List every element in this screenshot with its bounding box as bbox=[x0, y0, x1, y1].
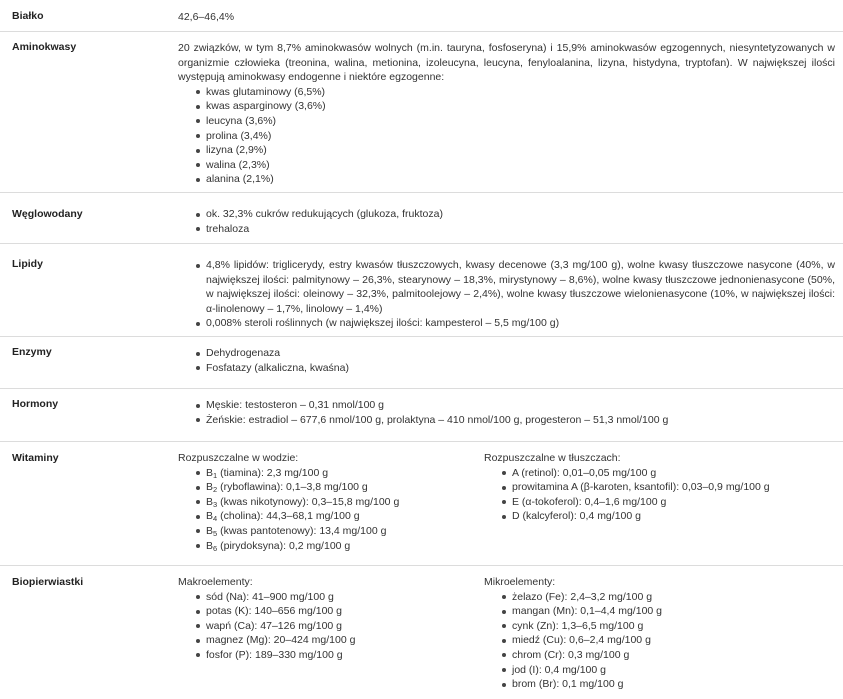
list-item: $B_3$ (kwas nikotynowy): 0,3–15,8 mg/100 g bbox=[206, 495, 484, 510]
list-item: 0,008% steroli roślinnych (w największej ilości: kampesterol – 5,5 mg/100 g) bbox=[206, 316, 835, 331]
list-item: Fosfatazy (alkaliczna, kwaśna) bbox=[206, 361, 835, 376]
list-item: walina (2,3%) bbox=[206, 158, 835, 173]
row-witaminy bbox=[0, 442, 843, 566]
protein-value: 42,6–46,4% bbox=[178, 11, 235, 23]
microelements-column bbox=[484, 575, 824, 692]
row-content bbox=[166, 0, 843, 31]
list-item: brom (Br): 0,1 mg/100 g bbox=[512, 677, 824, 692]
list-item: mangan (Mn): 0,1–4,4 mg/100 g bbox=[512, 604, 824, 619]
row-label: Biopierwiastki bbox=[12, 576, 84, 588]
list-item: prowitamina A (β-karoten, ksantofil): 0,03–0,9 mg/100 g bbox=[512, 480, 824, 495]
row-content bbox=[166, 442, 843, 565]
macroelements-heading: Makroelementy: bbox=[178, 576, 253, 588]
row-label: Witaminy bbox=[12, 452, 59, 464]
lipid-list bbox=[178, 258, 835, 331]
row-label: Enzymy bbox=[12, 346, 52, 358]
row-bialko bbox=[0, 0, 843, 32]
row-content bbox=[166, 244, 843, 336]
vitamin-columns bbox=[178, 451, 835, 553]
macroelements-list bbox=[178, 590, 484, 663]
list-item: chrom (Cr): 0,3 mg/100 g bbox=[512, 648, 824, 663]
row-content bbox=[166, 566, 843, 699]
row-enzymy bbox=[0, 337, 843, 389]
list-item: ok. 32,3% cukrów redukujących (glukoza, fruktoza) bbox=[206, 207, 835, 222]
list-item: lizyna (2,9%) bbox=[206, 143, 835, 158]
list-item: prolina (3,4%) bbox=[206, 129, 835, 144]
list-item: E (α-tokoferol): 0,4–1,6 mg/100 g bbox=[512, 495, 824, 510]
fat-soluble-list bbox=[484, 466, 824, 524]
list-item: kwas asparginowy (3,6%) bbox=[206, 99, 835, 114]
element-columns bbox=[178, 575, 835, 692]
list-item: $B_2$ (ryboflawina): 0,1–3,8 mg/100 g bbox=[206, 480, 484, 495]
row-label: Lipidy bbox=[12, 258, 43, 270]
row-label: Białko bbox=[12, 10, 44, 22]
list-item: alanina (2,1%) bbox=[206, 172, 835, 187]
water-soluble-heading: Rozpuszczalne w wodzie: bbox=[178, 452, 299, 464]
microelements-heading: Mikroelementy: bbox=[484, 576, 556, 588]
row-hormony bbox=[0, 389, 843, 442]
list-item: cynk (Zn): 1,3–6,5 mg/100 g bbox=[512, 619, 824, 634]
row-biopierwiastki bbox=[0, 566, 843, 699]
row-aminokwasy bbox=[0, 32, 843, 193]
water-soluble-column bbox=[178, 451, 484, 553]
list-item: $B_6$ (pirydoksyna): 0,2 mg/100 g bbox=[206, 539, 484, 554]
row-weglowodany bbox=[0, 193, 843, 244]
list-item: sód (Na): 41–900 mg/100 g bbox=[206, 590, 484, 605]
list-item: magnez (Mg): 20–424 mg/100 g bbox=[206, 633, 484, 648]
row-content bbox=[166, 193, 843, 243]
row-label: Węglowodany bbox=[12, 208, 83, 220]
row-content bbox=[166, 389, 843, 441]
list-item: $B_4$ (cholina): 44,3–68,1 mg/100 g bbox=[206, 509, 484, 524]
fat-soluble-column bbox=[484, 451, 824, 553]
list-item: żelazo (Fe): 2,4–3,2 mg/100 g bbox=[512, 590, 824, 605]
hormone-list bbox=[178, 398, 835, 427]
list-item: Męskie: testosteron – 0,31 nmol/100 g bbox=[206, 398, 835, 413]
enzyme-list bbox=[178, 346, 835, 375]
list-item: jod (I): 0,4 mg/100 g bbox=[512, 663, 824, 678]
list-item: $B_5$ (kwas pantotenowy): 13,4 mg/100 g bbox=[206, 524, 484, 539]
amino-list bbox=[178, 85, 835, 187]
row-lipidy bbox=[0, 244, 843, 337]
list-item: Żeńskie: estradiol – 677,6 nmol/100 g, prolaktyna – 410 nmol/100 g, progesteron – 51,3 nmol/100 g bbox=[206, 413, 835, 428]
fat-soluble-heading: Rozpuszczalne w tłuszczach: bbox=[484, 452, 621, 464]
list-item: $B_1$ (tiamina): 2,3 mg/100 g bbox=[206, 466, 484, 481]
list-item: kwas glutaminowy (6,5%) bbox=[206, 85, 835, 100]
water-soluble-list bbox=[178, 466, 484, 554]
list-item: miedź (Cu): 0,6–2,4 mg/100 g bbox=[512, 633, 824, 648]
macroelements-column bbox=[178, 575, 484, 692]
row-label: Aminokwasy bbox=[12, 41, 77, 53]
list-item: leucyna (3,6%) bbox=[206, 114, 835, 129]
list-item: potas (K): 140–656 mg/100 g bbox=[206, 604, 484, 619]
amino-description: 20 związków, w tym 8,7% aminokwasów wolnych (m.in. tauryna, fosfoseryna) i 15,9% aminokwasów egzogennych, niesyntetyzowanych w organizmie człowieka (treonina, walina, metionina, izoleucyna, leucyna, fenyloalanina, lizyna, histydyna, tryptofan). W największej ilości występują aminokwasy endogenne i niektóre egzogenne: bbox=[178, 42, 835, 84]
list-item: trehaloza bbox=[206, 222, 835, 237]
row-content bbox=[166, 337, 843, 388]
list-item: wapń (Ca): 47–126 mg/100 g bbox=[206, 619, 484, 634]
row-content bbox=[166, 32, 843, 192]
carbohydrate-list bbox=[178, 207, 835, 236]
list-item: A (retinol): 0,01–0,05 mg/100 g bbox=[512, 466, 824, 481]
row-label: Hormony bbox=[12, 398, 59, 410]
list-item: D (kalcyferol): 0,4 mg/100 g bbox=[512, 509, 824, 524]
list-item: Dehydrogenaza bbox=[206, 346, 835, 361]
microelements-list bbox=[484, 590, 824, 692]
list-item: fosfor (P): 189–330 mg/100 g bbox=[206, 648, 484, 663]
list-item: 4,8% lipidów: triglicerydy, estry kwasów tłuszczowych, kwasy decenowe (3,3 mg/100 g), wolne kwasy tłuszczowe nasycone (40%, w największej ilości: palmitynowy – 26,3%, stearynowy – 18,3%, mirystynowy – 8,6%), wolne kwasy tłuszczowe jednonienasycone (50%, w największej ilości: oleinowy – 32,3%, palmitoolejowy – 2,4%), wolne kwasy tłuszczowe wielonienasycone (10%, w największej ilości: α-linolenowy – 1,7%, linolowy – 1,4%) bbox=[206, 259, 835, 315]
